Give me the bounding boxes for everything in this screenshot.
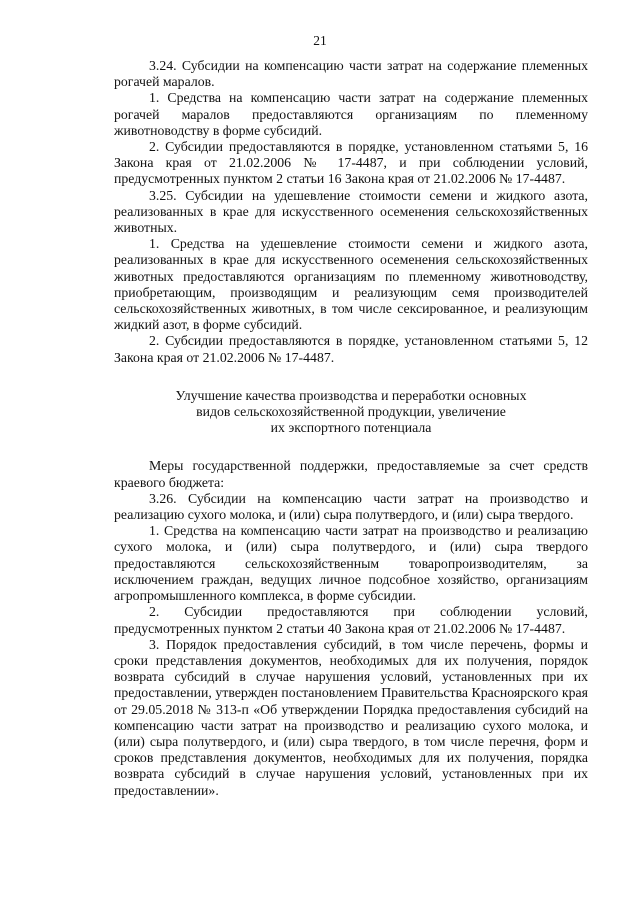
paragraph-3-26-item-3: 3. Порядок предоставления субсидий, в том числе перечень, формы и сроки представления документов, необходимых для их получения, порядок возврата субсидий в случае нарушения условий, установленных при их предоставлении, утвержден постановлением Правительства Красноярского края от 29.05.2018 № 313-п «Об утверждении Порядка предоставления субсидий на компенсацию части затрат на производство и реализацию сухого молока, и (или) сыра полутвердого, и (или) сыра твердого, в том числе перечня, форм и сроков представления документов, необходимых для их получения, порядка возврата субсидий в случае нарушения условий, установленных при их предоставлении». <box>114 636 588 798</box>
paragraph-3-26-item-1: 1. Средства на компенсацию части затрат на производство и реализацию сухого молока, и (или) сыра полутвердого, и (или) сыра твердого предоставляются сельскохозяйственным товаропроизводителям, за исключением граждан, ведущих личное подсобное хозяйство, организациям агропромышленного комплекса, в форме субсидии. <box>114 523 588 604</box>
page-number: 21 <box>313 33 327 48</box>
paragraph-3-25-item-1: 1. Средства на удешевление стоимости семени и жидкого азота, реализованных в крае для искусственного осеменения сельскохозяйственных животных предоставляются организациям по племенному животноводству, приобретающим, производящим и реализующим семя производителей сельскохозяйственных животных, в том числе сексированное, и реализующим жидкий азот, в форме субсидий. <box>114 236 588 333</box>
paragraph-3-24-title: 3.24. Субсидии на компенсацию части затрат на содержание племенных рогачей маралов. <box>114 58 588 90</box>
paragraph-support-measures: Меры государственной поддержки, предоставляемые за счет средств краевого бюджета: <box>114 458 588 490</box>
section-heading-line-2: видов сельскохозяйственной продукции, увеличение <box>196 404 506 420</box>
section-heading-line-1: Улучшение качества производства и переработки основных <box>175 387 527 403</box>
section-heading-line-3: их экспортного потенциала <box>270 420 432 436</box>
document-body <box>114 58 588 799</box>
paragraph-3-26-title: 3.26. Субсидии на компенсацию части затрат на производство и реализацию сухого молока, и (или) сыра полутвердого, и (или) сыра твердого. <box>114 490 588 523</box>
paragraph-3-24-item-2: 2. Субсидии предоставляются в порядке, установленном статьями 5, 16 Закона края от 21.02.2006 № 17-4487, и при соблюдении условий, предусмотренных пунктом 2 статьи 16 Закона края от 21.02.2006 № 17-4487. <box>114 139 588 187</box>
section-heading <box>114 388 588 437</box>
paragraph-3-25-title: 3.25. Субсидии на удешевление стоимости семени и жидкого азота, реализованных в крае для искусственного осеменения сельскохозяйственных животных. <box>114 187 588 236</box>
paragraph-3-25-item-2: 2. Субсидии предоставляются в порядке, установленном статьями 5, 12 Закона края от 21.02.2006 № 17-4487. <box>114 333 588 365</box>
paragraph-3-24-item-1: 1. Средства на компенсацию части затрат на содержание племенных рогачей маралов предоставляются организациям по племенному животноводству в форме субсидий. <box>114 90 588 138</box>
paragraph-3-26-item-2: 2. Субсидии предоставляются при соблюдении условий, предусмотренных пунктом 2 статьи 40 Закона края от 21.02.2006 № 17-4487. <box>114 604 588 636</box>
